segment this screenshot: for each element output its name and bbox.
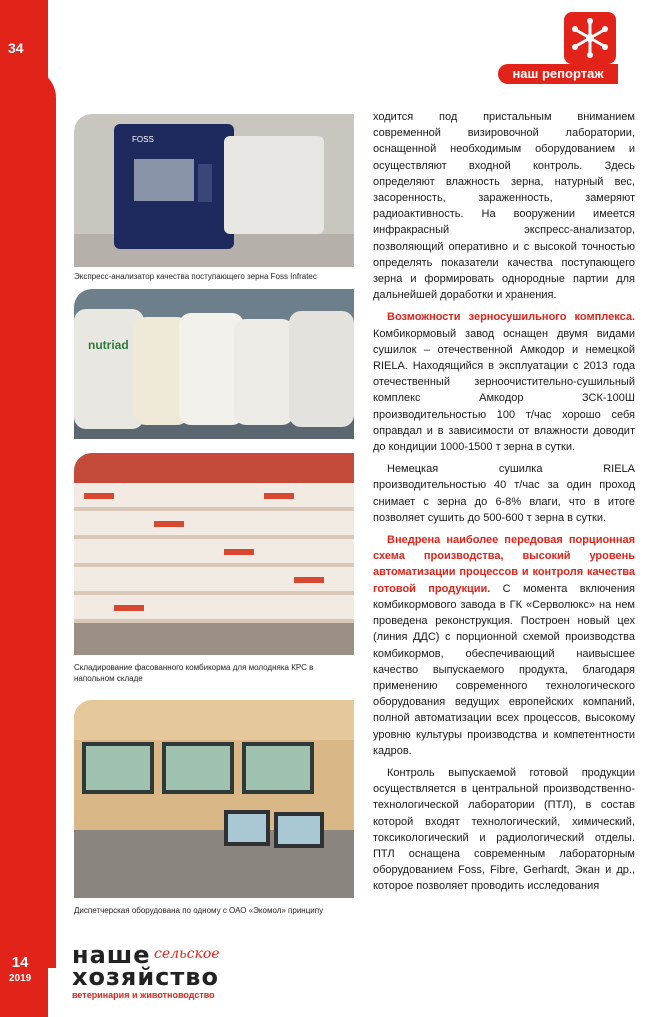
article-paragraph-3: Немецкая сушилка RIELA производительностью 40 т/час за один проход снимает с зерна до 6-8% влаги, что в итоге позволяет сушить до 500-600 т зерна в сутки. (373, 463, 635, 524)
article-paragraph-2: Возможности зерносушильного комплекса. Комбикормовый завод оснащен двумя видами сушилок – отечественной Амкодор и немецкой RIELA. Находящийся в эксплуатации с 2013 года отечественный зерноочистительно-сушильный комплекс Амкодор ЗСК-100Ш производительностью 100 т/час хорошо себя оправдал и в зависимости от влажности доводит до кондиции 1000-1500 т зерна в сутки. (373, 311, 635, 454)
article-paragraph-4: Внедрена наиболее передовая порционная схема производства, высокий уровень автоматизации процессов и контроля качества готовой продукции. С момента включения комбикормового завода в ГК «Серволюкс» на нем проведена реконструкция. Построен новый цех (линия ДДС) с порционной схемой производства комбикормов, обеспечивающий наивысшее качество выпускаемого продукта, благодаря применению современного технологического оборудования ведущих европейских компаний, полной автоматизации всех процессов, высокому уровню культуры производства и компетентности кадров. (373, 534, 635, 757)
article-body (373, 109, 635, 901)
article-paragraph-1: ходится под пристальным вниманием современной визировочной лаборатории, оснащенной необходимым оборудованием и осуществляют входной контроль. Здесь определяют влажность зерна, натурный вес, засоренность, зараженность, замеряют радиоактивность. На вооружении имеется инфракрасный экспресс-анализатор, позволяющий оперативно и с высокой точностью определять показатели качества поступающего зерна и формировать однородные партии для дальнейшей доработки и хранения. (373, 111, 635, 302)
sidebar-bulge (0, 68, 56, 968)
photo-caption-3: Складирование фасованного комбикорма для молодняка КРС в напольном складе (74, 663, 314, 683)
page-number-top: 34 (8, 40, 24, 56)
snowflake-icon (564, 12, 616, 64)
device-brand: FOSS (132, 135, 154, 144)
section-rubric: наш репортаж (498, 64, 618, 84)
photo-control-room (74, 700, 354, 898)
photo-analyzer (74, 114, 354, 267)
article-paragraph-5: Контроль выпускаемой готовой продукции осуществляется в центральной производственно-технологической лаборатории (ПТЛ), в состав которой входят технологический, химический, токсикологический и радиологический отделы. ПТЛ оснащена современным лабораторным оборудованием Foss, Fibre, Gerhardt, Экан и др., которое позволяет проводить исследования (373, 766, 635, 893)
subheading-automation: Внедрена наиболее передовая порционная схема производства, высокий уровень автоматизации процессов и контроля качества готовой продукции. (373, 534, 635, 595)
photo-bags (74, 289, 354, 439)
magazine-logo: наше сельское хозяйство ветеринария и животноводство (72, 941, 220, 1000)
subheading-grain-drying: Возможности зерносушильного комплекса. (387, 311, 635, 324)
photo-caption-1: Экспресс-анализатор качества поступающего зерна Foss Infratec (74, 272, 317, 281)
photo-caption-4: Диспетчерская оборудована по одному с ОАО «Экомол» принципу (74, 906, 324, 915)
photo-warehouse (74, 453, 354, 655)
page-number-bottom: 14 2019 (9, 954, 32, 984)
bag-label: nutriad (88, 338, 129, 352)
